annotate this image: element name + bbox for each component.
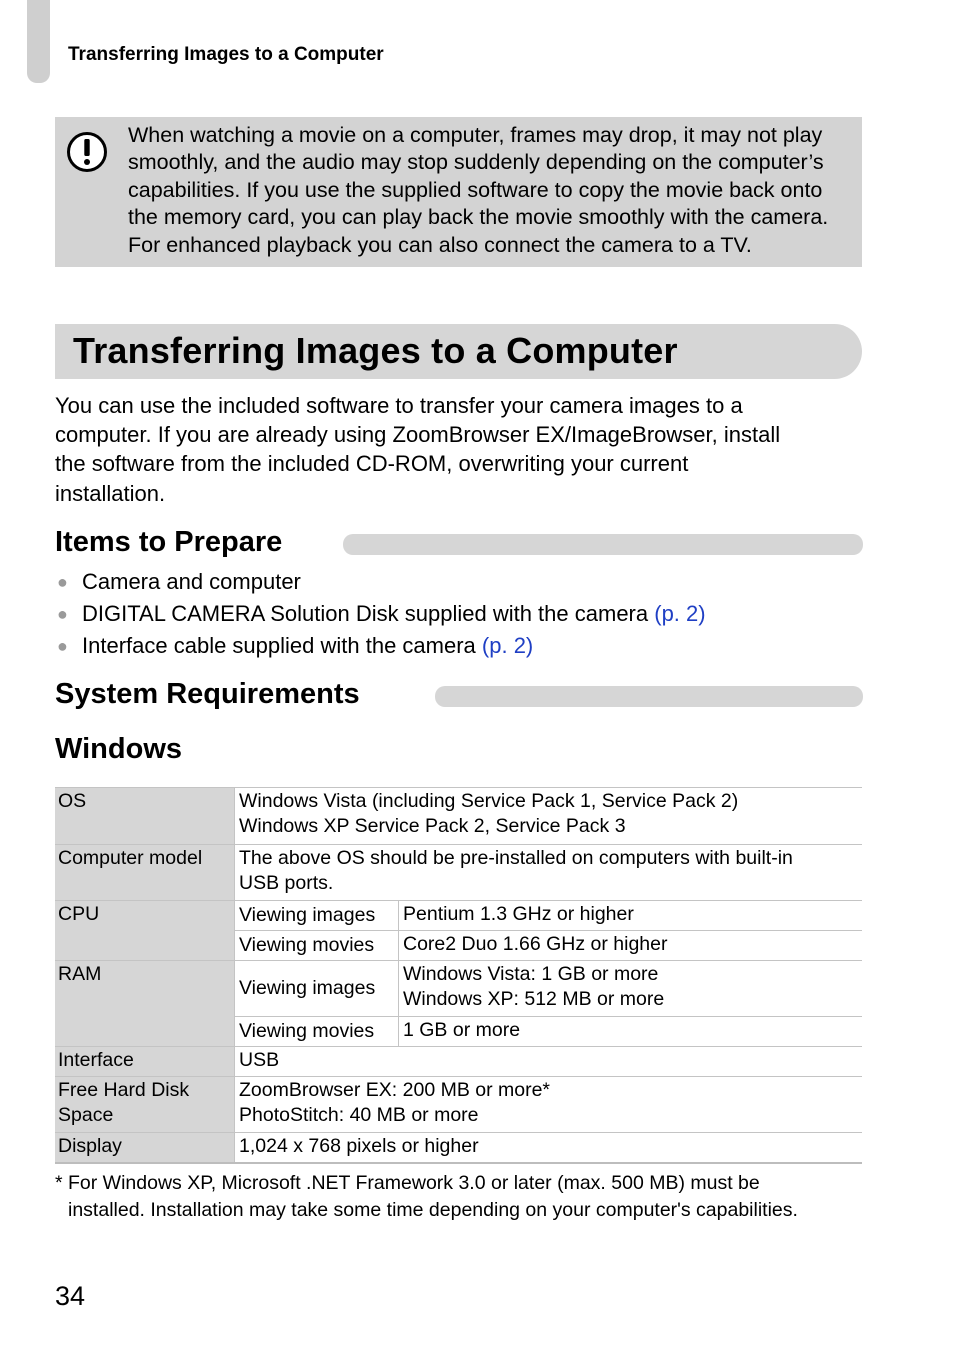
section-title-bar — [55, 324, 862, 379]
caution-line: For enhanced playback you can also connect the camera to a TV. — [128, 232, 752, 257]
caution-line: smoothly, and the audio may stop suddenly depending on the computer’s — [128, 150, 824, 175]
row-sublabel: Viewing movies — [235, 1017, 399, 1047]
intro-line: computer. If you are already using ZoomBrowser EX/ImageBrowser, install — [55, 422, 781, 448]
row-value — [235, 845, 863, 901]
intro-line: You can use the included software to transfer your camera images to a — [55, 393, 743, 418]
table-row — [55, 1047, 862, 1077]
caution-text — [128, 122, 853, 259]
list-item — [55, 630, 706, 662]
intro-line: the software from the included CD-ROM, overwriting your current — [55, 451, 689, 477]
value-line: Windows Vista: 1 GB or more — [403, 963, 659, 985]
item-text: DIGITAL CAMERA Solution Disk supplied with the camera — [82, 601, 649, 626]
bullet-icon: ● — [57, 572, 68, 592]
row-value: Pentium 1.3 GHz or higher — [399, 901, 863, 931]
table-row — [55, 788, 862, 845]
row-label: Display — [55, 1133, 235, 1163]
row-value: Core2 Duo 1.66 GHz or higher — [399, 931, 863, 961]
heading-text: Items to Prepare — [55, 526, 292, 559]
table-row — [55, 901, 862, 931]
row-label — [55, 1077, 235, 1133]
list-item — [55, 566, 706, 598]
page-number: 34 — [55, 1281, 86, 1311]
value-line: The above OS should be pre-installed on computers with built-in — [239, 847, 793, 869]
value-line: ZoomBrowser EX: 200 MB or more* — [239, 1079, 551, 1101]
row-label: OS — [55, 788, 235, 845]
bullet-icon: ● — [57, 636, 68, 656]
label-line: Free Hard Disk — [58, 1079, 190, 1101]
bullet-icon: ● — [57, 604, 68, 624]
value-line: Windows XP: 512 MB or more — [403, 988, 665, 1010]
windows-subheading: Windows — [55, 733, 183, 765]
row-value — [399, 961, 863, 1017]
items-list — [55, 566, 706, 662]
table-row — [55, 1133, 862, 1163]
system-requirements-heading — [55, 678, 863, 712]
row-value: USB — [235, 1047, 863, 1077]
item-text: Interface cable supplied with the camera — [82, 633, 476, 658]
table-row — [55, 845, 862, 901]
row-sublabel: Viewing images — [235, 961, 399, 1017]
caution-line: capabilities. If you use the supplied software to copy the movie back onto — [128, 177, 823, 202]
row-label: RAM — [55, 961, 235, 1047]
heading-rule — [435, 686, 863, 707]
page-reference-link[interactable]: (p. 2) — [481, 633, 534, 658]
items-to-prepare-heading — [55, 526, 863, 560]
value-line: Windows XP Service Pack 2, Service Pack 3 — [239, 815, 626, 837]
footnote-line: For Windows XP, Microsoft .NET Framework 3.0 or later (max. 500 MB) must be — [68, 1172, 760, 1194]
caution-line: When watching a movie on a computer, frames may drop, it may not play — [128, 123, 823, 147]
row-sublabel: Viewing movies — [235, 931, 399, 961]
caution-icon — [66, 131, 108, 173]
caution-line: the memory card, you can play back the movie smoothly with the camera. — [128, 205, 829, 230]
page-title: Transferring Images to a Computer — [73, 330, 678, 371]
row-value — [235, 788, 863, 845]
page-reference-link[interactable]: (p. 2) — [654, 601, 706, 626]
label-line: Space — [58, 1104, 114, 1126]
item-text: Camera and computer — [82, 569, 301, 594]
table-row — [55, 961, 862, 1017]
value-line: USB ports. — [239, 872, 334, 894]
row-label: Computer model — [55, 845, 235, 901]
row-value — [235, 1077, 863, 1133]
row-label: Interface — [55, 1047, 235, 1077]
footnote-line: installed. Installation may take some time depending on your computer's capabilities. — [68, 1198, 798, 1221]
list-item — [55, 598, 706, 630]
row-label: CPU — [55, 901, 235, 961]
caution-box — [55, 117, 862, 267]
row-value: 1 GB or more — [399, 1017, 863, 1047]
value-line: Windows Vista (including Service Pack 1, Service Pack 2) — [239, 790, 739, 812]
row-value: 1,024 x 768 pixels or higher — [235, 1133, 863, 1163]
intro-paragraph — [55, 391, 865, 508]
value-line: PhotoStitch: 40 MB or more — [239, 1104, 479, 1126]
page-tab-marker — [27, 0, 50, 83]
running-head: Transferring Images to a Computer — [68, 44, 384, 65]
heading-rule — [343, 534, 863, 555]
row-sublabel: Viewing images — [235, 901, 399, 931]
requirements-table — [55, 787, 862, 1164]
intro-line: installation. — [55, 480, 166, 506]
footnote — [55, 1170, 875, 1223]
table-row — [55, 1077, 862, 1133]
heading-text: System Requirements — [55, 678, 370, 711]
footnote-marker: * — [55, 1172, 63, 1194]
